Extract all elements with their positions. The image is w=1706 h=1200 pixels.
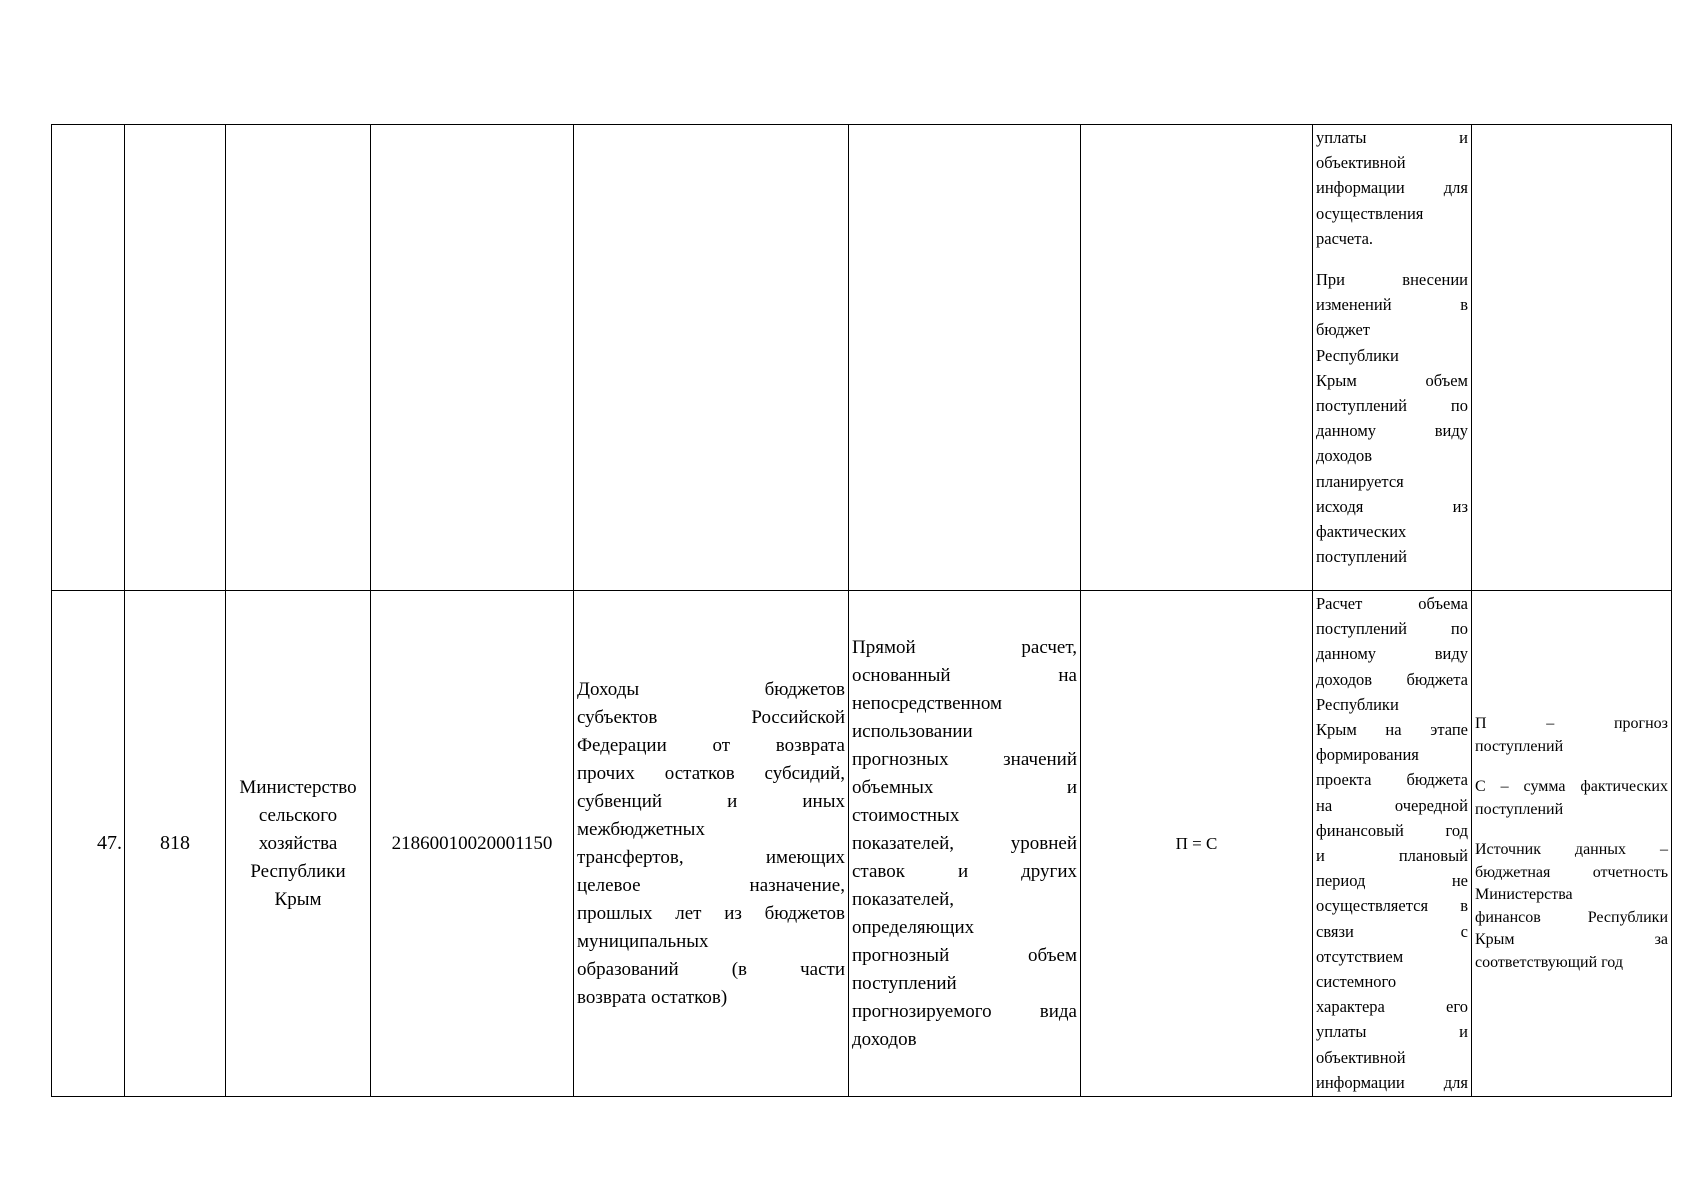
text-line: на очередной <box>1316 795 1468 815</box>
text-line: прошлых лет из бюджетов <box>577 902 845 924</box>
text-line: информации для <box>1316 1072 1468 1092</box>
text-line: расчета. <box>1316 228 1374 248</box>
text-line: хозяйства <box>258 832 338 854</box>
text-line: стоимостных <box>852 804 960 826</box>
text-line: Республики <box>1316 345 1399 365</box>
text-line: поступлений по <box>1316 619 1468 639</box>
admin-name <box>226 591 371 1097</box>
text-line: осуществления <box>1316 203 1424 223</box>
algorithm-paragraph <box>1313 267 1471 569</box>
text-line: бюджет <box>1316 320 1370 340</box>
kbk-code: 21860010020001150 <box>371 591 574 1097</box>
text-line: доходов бюджета <box>1316 669 1468 689</box>
paragraph-gap <box>1472 821 1671 839</box>
text-line: показателей, <box>852 888 955 910</box>
algorithm-paragraph <box>1313 125 1471 251</box>
text-line: субъектов Российской <box>577 706 845 728</box>
text-line: прогнозируемого вида <box>852 1000 1077 1022</box>
text-line: возврата остатков) <box>577 986 728 1008</box>
cell-method <box>849 125 1081 591</box>
text-line: объективной <box>1316 153 1406 173</box>
table-row-47 <box>52 591 1672 1097</box>
text-line: непосредственном <box>852 692 1003 714</box>
calculation-algorithm <box>1313 591 1472 1097</box>
text-line: основанный на <box>852 664 1077 686</box>
text-line: Расчет объема <box>1316 594 1468 613</box>
text-line: данному виду <box>1316 421 1468 441</box>
text-line: использовании <box>852 720 973 742</box>
text-line: бюджетная отчетность <box>1475 863 1668 881</box>
cell-formula <box>1081 125 1313 591</box>
text-line: прогнозных значений <box>852 748 1077 770</box>
text-line: поступлений по <box>1316 396 1468 416</box>
text-line: прочих остатков субсидий, <box>577 762 845 784</box>
text-line: муниципальных <box>577 930 709 952</box>
text-line: Крым <box>274 888 322 910</box>
text-line: и плановый <box>1316 846 1468 866</box>
indicators-description <box>1472 591 1672 1097</box>
text-line: осуществляется в <box>1316 896 1468 916</box>
text-line: изменений в <box>1316 295 1468 315</box>
text-line: финансовый год <box>1316 820 1468 840</box>
text-line: связи с <box>1316 921 1468 941</box>
cell-kbk <box>371 125 574 591</box>
text-line: образований (в части <box>577 958 845 980</box>
text-line: характера его <box>1316 997 1468 1017</box>
cell-income-name <box>574 125 849 591</box>
text-line: соответствующий год <box>1475 953 1623 971</box>
text-line: финансов Республики <box>1475 908 1668 926</box>
text-line: поступлений <box>1475 737 1564 755</box>
text-line: Доходы бюджетов <box>577 678 845 700</box>
text-line: При внесении <box>1316 270 1468 290</box>
text-line: проекта бюджета <box>1316 770 1468 790</box>
cell-indicators <box>1472 125 1672 591</box>
income-forecast-table <box>51 124 1672 1097</box>
text-line: П – прогноз <box>1475 715 1668 732</box>
text-line: доходов <box>852 1028 917 1050</box>
text-line: прогнозный объем <box>852 944 1077 966</box>
text-line: фактических <box>1316 522 1407 542</box>
text-line: уплаты и <box>1316 128 1468 147</box>
cell-algorithm <box>1313 125 1472 591</box>
forecast-method <box>849 591 1081 1097</box>
text-line: Источник данных – <box>1475 841 1668 858</box>
text-line: уплаты и <box>1316 1022 1468 1042</box>
paragraph-gap <box>1472 758 1671 776</box>
text-line: объективной <box>1316 1047 1406 1067</box>
indicator-c <box>1472 776 1671 821</box>
text-line: межбюджетных <box>577 818 705 840</box>
text-line: Республики <box>250 860 346 882</box>
cell-number <box>52 125 125 591</box>
text-line: поступлений <box>1316 547 1407 567</box>
text-line: Крым на этапе <box>1316 720 1468 740</box>
text-line: определяющих <box>852 916 975 938</box>
admin-code: 818 <box>125 591 226 1097</box>
text-line: ставок и других <box>852 860 1077 882</box>
text-line: трансфертов, имеющих <box>577 846 845 868</box>
text-line: Прямой расчет, <box>852 636 1077 658</box>
indicator-source <box>1472 839 1671 974</box>
text-line: С – сумма фактических <box>1475 778 1668 795</box>
text-line: Крым объем <box>1316 370 1468 390</box>
text-line: Министерство <box>239 776 357 798</box>
cell-admin-code <box>125 125 226 591</box>
text-line: доходов <box>1316 446 1373 466</box>
row-number: 47. <box>52 591 125 1097</box>
text-line: планируется <box>1316 471 1404 491</box>
text-line: системного <box>1316 972 1397 992</box>
text-line: данному виду <box>1316 644 1468 664</box>
cell-admin-name <box>226 125 371 591</box>
formula: П = С <box>1081 591 1313 1097</box>
table-row-continued <box>52 125 1672 591</box>
text-line: поступлений <box>852 972 957 994</box>
text-line: информации для <box>1316 178 1468 198</box>
income-name <box>574 591 849 1097</box>
text-line: объемных и <box>852 776 1077 798</box>
paragraph-gap <box>1313 251 1471 267</box>
text-line: показателей, уровней <box>852 832 1077 854</box>
text-line: исходя из <box>1316 496 1468 516</box>
indicator-p <box>1472 713 1671 758</box>
text-line: поступлений <box>1475 800 1564 818</box>
text-line: сельского <box>258 804 338 826</box>
text-line: Министерства <box>1475 886 1573 903</box>
text-line: отсутствием <box>1316 946 1404 966</box>
text-line: формирования <box>1316 745 1419 765</box>
text-line: целевое назначение, <box>577 874 845 896</box>
text-line: Крым за <box>1475 931 1668 948</box>
text-line: субвенций и иных <box>577 790 845 812</box>
text-line: период не <box>1316 871 1468 891</box>
text-line: Федерации от возврата <box>577 734 845 756</box>
text-line: Республики <box>1316 694 1399 714</box>
